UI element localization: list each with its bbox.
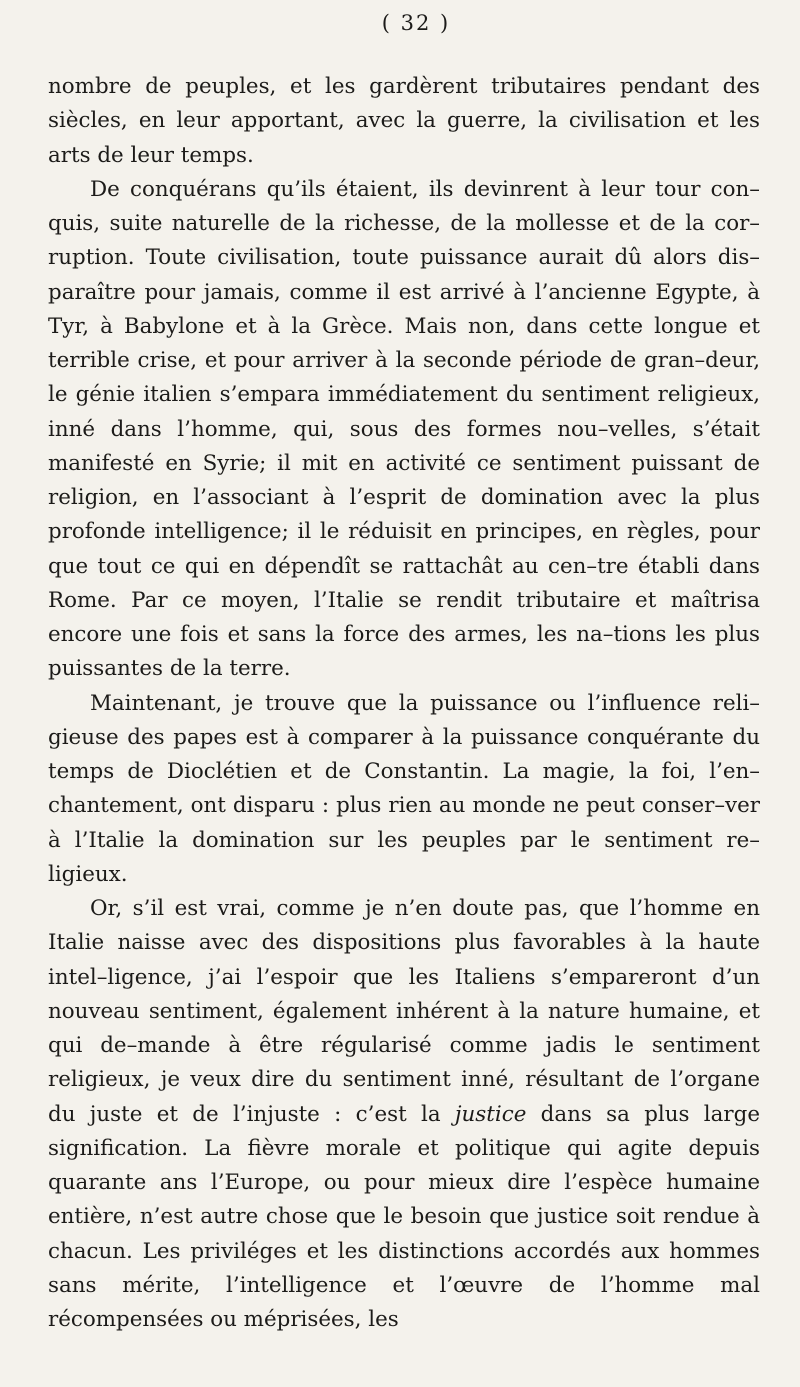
paragraph-1: nombre de peuples, et les gardèrent tributaires pendant des siècles, en leur apportant, avec la guerre, la civilisation et les arts de leur temps. [48, 74, 760, 168]
paragraph-2: De conquérans qu’ils étaient, ils devinrent à leur tour con–quis, suite naturelle de la richesse, de la mollesse et de la cor–ruption. Toute civilisation, toute puissance aurait dû alors dis–paraître pour jamais, comme il est arrivé à l’ancienne Egypte, à Tyr, à Babylone et à la Grèce. Mais non, dans cette longue et terrible crise, et pour arriver à la seconde période de gran–deur, le génie italien s’empara immédiatement du sentiment religieux, inné dans l’homme, qui, sous des formes nou–velles, s’était manifesté en Syrie; il mit en activité ce sentiment puissant de religion, en l’associant à l’esprit de domination avec la plus profonde intelligence; il le réduisit en principes, en règles, pour que tout ce qui en dépendît se rattachât au cen–tre établi dans Rome. Par ce moyen, l’Italie se rendit tributaire et maîtrisa encore une fois et sans la force des armes, les na–tions les plus puissantes de la terre. [48, 176, 760, 682]
page-number: ( 32 ) [381, 11, 451, 35]
paragraph-4-part-a: Or, s’il est vrai, comme je n’en doute pas, que l’homme en Italie naisse avec des dispositions plus favorables à la haute intel–ligence, j’ai l’espoir que les Italiens s’empareront d’un nouveau sentiment, également inhérent à la nature humaine, et qui de–mande à être régularisé comme jadis le sentiment religieux, je veux dire du sentiment inné, résultant de l’organe du juste et de l’injuste : c’est la [48, 896, 760, 1127]
body-text [48, 70, 760, 1337]
paragraph-4-part-b: dans sa plus large signification. La fièvre morale et politique qui agite depuis quarante ans l’Europe, ou pour mieux dire l’espèce humaine entière, n’est autre chose que le besoin que justice soit rendue à chacun. Les priviléges et les distinctions accordés aux hommes sans mérite, l’intelligence et l’œuvre de l’homme mal récompensées ou méprisées, les [48, 1101, 760, 1332]
paragraph-3: Maintenant, je trouve que la puissance ou l’influence reli–gieuse des papes est à comparer à la puissance conquérante du temps de Dioclétien et de Constantin. La magie, la foi, l’en–chantement, ont disparu : plus rien au monde ne peut conser–ver à l’Italie la domination sur les peuples par le sentiment re–ligieux. [48, 690, 760, 887]
italic-word-justice: justice [454, 1101, 527, 1127]
paragraph-4 [48, 892, 760, 1337]
